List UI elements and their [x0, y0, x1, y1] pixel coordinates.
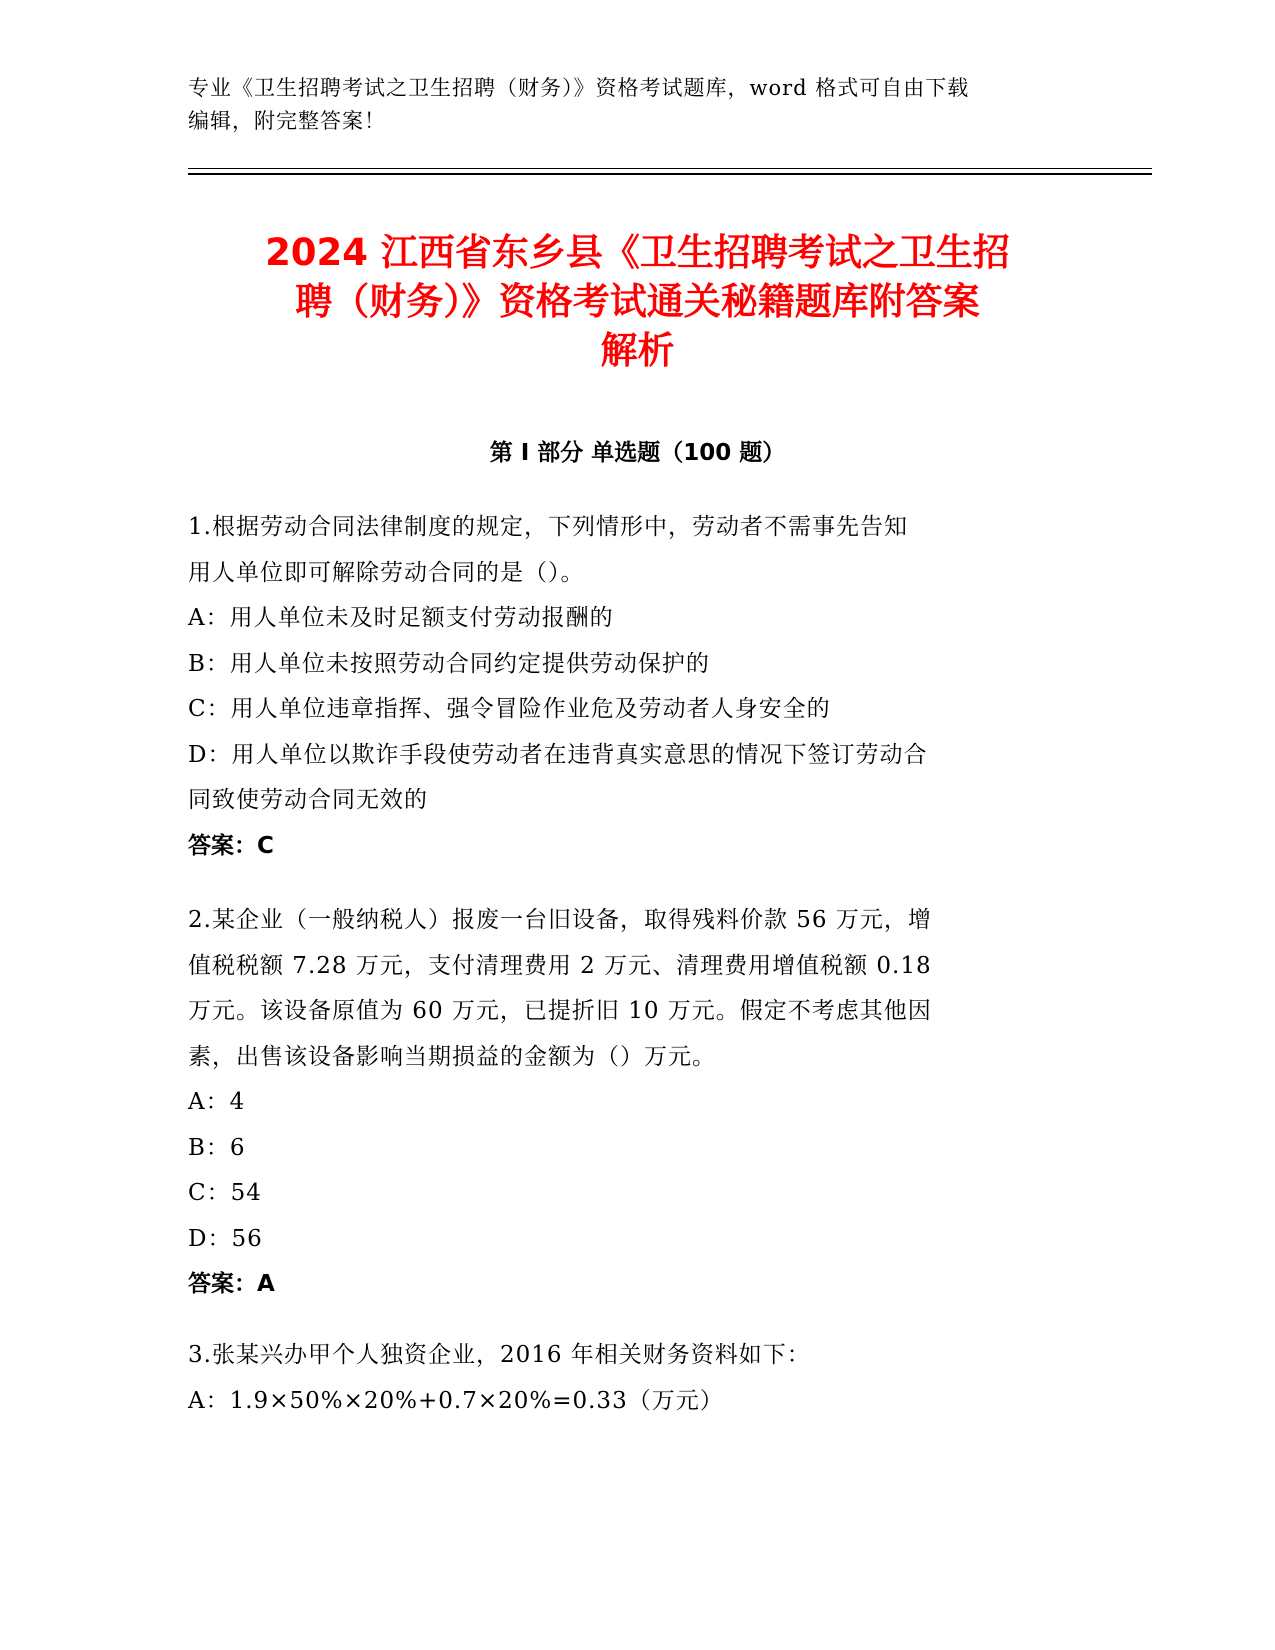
question-stem-line: 用人单位即可解除劳动合同的是（）。: [188, 559, 585, 586]
option-a: A：1.9×50%×20%+0.7×20%=0.33（万元）: [188, 1387, 724, 1414]
option-d: D：用人单位以欺诈手段使劳动者在违背真实意思的情况下签订劳动合: [188, 741, 928, 768]
header-divider-thick: [188, 173, 1152, 175]
question-stem-line: 值税税额 7.28 万元，支付清理费用 2 万元、清理费用增值税额 0.18: [188, 952, 932, 979]
title-line-3: 解析: [600, 329, 675, 372]
question-1: [188, 505, 1068, 869]
question-stem-line: 万元。该设备原值为 60 万元，已提折旧 10 万元。假定不考虑其他因: [188, 998, 932, 1024]
title-line-2: 聘（财务）》资格考试通关秘籍题库附答案: [295, 280, 980, 323]
section-heading: 第 I 部分 单选题（100 题）: [489, 440, 786, 466]
question-stem-line: 1.根据劳动合同法律制度的规定，下列情形中，劳动者不需事先告知: [188, 514, 908, 540]
option-b: B：用人单位未按照劳动合同约定提供劳动保护的: [188, 650, 710, 677]
option-a: A：用人单位未及时足额支付劳动报酬的: [188, 605, 614, 631]
header-line-1: 专业《卫生招聘考试之卫生招聘（财务）》资格考试题库，word 格式可自由下载: [188, 76, 970, 100]
answer: 答案：C: [188, 832, 274, 859]
question-stem-line: 素，出售该设备影响当期损益的金额为（）万元。: [188, 1043, 716, 1070]
header-divider-thin: [188, 168, 1152, 169]
title-line-1: 2024 江西省东乡县《卫生招聘考试之卫生招: [265, 231, 1010, 274]
option-c: C：54: [188, 1180, 262, 1206]
option-a: A：4: [188, 1089, 246, 1115]
option-d-continued: 同致使劳动合同无效的: [188, 787, 428, 813]
option-b: B：6: [188, 1134, 246, 1161]
page-header: [188, 72, 1088, 138]
option-c: C：用人单位违章指挥、强令冒险作业危及劳动者人身安全的: [188, 696, 831, 722]
question-stem-line: 3.张某兴办甲个人独资企业，2016 年相关财务资料如下：: [188, 1342, 811, 1368]
document-title: [160, 228, 1115, 375]
answer: 答案：A: [188, 1271, 275, 1297]
option-d: D：56: [188, 1225, 263, 1252]
question-stem-line: 2.某企业（一般纳税人）报废一台旧设备，取得残料价款 56 万元，增: [188, 907, 932, 933]
question-3: [188, 1333, 1068, 1424]
header-line-2: 编辑，附完整答案！: [188, 109, 386, 133]
question-2: [188, 898, 1068, 1308]
